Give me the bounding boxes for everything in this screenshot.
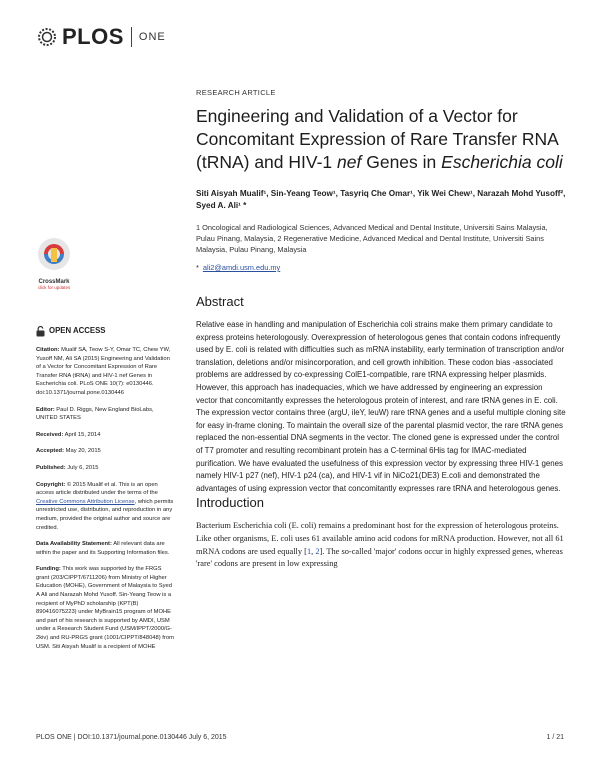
- abstract-text: Relative ease in handling and manipulation of Escherichia coli strains make them primary candidate to express proteins heterologously. Overexpression of heterologous genes that contain codons infrequently used by E. coli is related with difficulties such as mRNA instability, early termination of transcription and/or translation, deletions and/or misincorporation, and cell growth inhibition. These codon bias -associated problems are addressed by co-expressing ColE1-compatible, rare tRNA expressing helper plasmids. However, this approach has inadequacies, which we have addressed by engineering an expression vector that concomitantly expresses the heterologous protein of interest, and rare tRNA genes in E. coli. The expression vector contains three (argU, ileY, leuW) rare tRNA genes and a useful multiple cloning site for easy in-frame cloning. To maintain the overall size of the parental plasmid vector, the rare tRNA genes replaced the non-essential DNA segments in the vector. The cloned gene is expressed under the control of T7 promoter and resulting recombinant protein has a C-terminal 6His tag for IMAC-mediated purification. We have evaluated the usefulness of this expression vector by expressing three HIV-1 genes namely HIV-1 p27 (nef), HIV-1 p24 (ca), and HIV-1 vif in NiCo21(DE3) E.coli and demonstrated the advantages of using expression vector that concomitantly expresses rare tRNA and heterologous genes.: [196, 320, 566, 493]
- data-availability: Data Availability Statement: All relevant data are within the paper and its Supporting Information files.: [36, 541, 170, 556]
- journal-logo[interactable]: [36, 22, 166, 52]
- crossmark-sub: click for updates: [37, 285, 71, 290]
- page-footer: [36, 734, 564, 741]
- author-list: Siti Aisyah Mualif¹, Sin-Yeang Teow¹, Tasyriq Che Omar¹, Yik Wei Chew¹, Narazah Mohd Yusoff², Syed A. Ali¹ *: [196, 189, 566, 210]
- logo-journal: ONE: [138, 31, 166, 43]
- plos-logo-icon: [36, 26, 58, 48]
- reference-link-2[interactable]: 2: [315, 546, 320, 556]
- introduction-text: Bacterium Escherichia coli (E. coli) remains a predominant host for the expression of heterologous proteins. Like other organisms, E. coli uses 61 available amino acid codons for mRNA production. However, not all 61 mRNA codons are used equally [1, 2]. The so-called 'major' codons occur in highly expressed genes, whereas 'rare' codons are present in low expressing: [196, 521, 564, 569]
- citation: Citation: Mualif SA, Teow S-Y, Omar TC, Chew YW, Yusoff NM, Ali SA (2015) Engineering and Validation of a Vector for Concomitant Expression of Rare Transfer RNA (tRNA) and HIV-1 nef Genes in Escherichia coli. PLoS ONE 10(7): e0130446. doi:10.1371/journal.pone.0130446: [36, 347, 171, 396]
- article-title: Engineering and Validation of a Vector for Concomitant Expression of Rare Transfer RNA (tRNA) and HIV-1 nef Genes in Escherichia coli: [196, 106, 563, 172]
- footer-citation: PLOS ONE | DOI:10.1371/journal.pone.0130446 July 6, 2015: [36, 734, 227, 741]
- open-access-badge: [36, 326, 176, 337]
- copyright: Copyright: © 2015 Mualif et al. This is an open access article distributed under the terms of the Creative Commons Attribution License, which permits unrestricted use, distribution, and reproduction in any medium, provided the original author and source are credited.: [36, 481, 174, 531]
- published-date: Published: July 6, 2015: [36, 464, 99, 471]
- corresponding-author: * ali2@amdi.usm.edu.my: [196, 263, 281, 272]
- open-access-label: OPEN ACCESS: [49, 326, 106, 336]
- crossmark-icon: [36, 236, 72, 272]
- article-info-sidebar: [36, 326, 176, 659]
- introduction-heading: Introduction: [196, 495, 264, 511]
- editor: Editor: Paul D. Riggs, New England BioLabs, UNITED STATES: [36, 406, 154, 422]
- affiliations: 1 Oncological and Radiological Sciences, Advanced Medical and Dental Institute, Universiti Sains Malaysia, Pulau Pinang, Malaysia, 2 Regenerative Medicine, Advanced Medical and Dental Institute, Universiti Sains Malaysia, Pulau Pinang, Malaysia: [196, 223, 548, 254]
- funding: Funding: This work was supported by the FRGS grant (203/CIPPT/6711206) from Ministry of Higher Education (MOHE), Government of Malaysia to Syed A Ali and Narazah Mohd Yusoff. Sin-Yeang Teow is a recipient of MyPhD scholarship (KPT(B) 890416075223) under MyBrain15 program of MOHE and part of his research is supported by AMDI, USM under a Research Student Fund (USM/IPPT/2000/G-2kiv) and RU-PRGS grant (1001/CIPPT/848048) from USM. Siti Aisyah Mualif is a recipient of MOHE: [36, 566, 174, 650]
- crossmark-badge[interactable]: [32, 236, 76, 290]
- accepted-date: Accepted: May 20, 2015: [36, 448, 101, 455]
- abstract-heading: Abstract: [196, 294, 244, 309]
- article-main: [196, 88, 566, 571]
- reference-link-1[interactable]: 1: [306, 546, 312, 556]
- page-number: 1 / 21: [546, 734, 564, 741]
- email-link[interactable]: ali2@amdi.usm.edu.my: [202, 263, 281, 272]
- logo-brand: PLOS: [62, 24, 124, 49]
- license-link[interactable]: Creative Commons Attribution License: [36, 498, 135, 505]
- logo-divider: [131, 27, 132, 47]
- received-date: Received: April 15, 2014: [36, 431, 101, 438]
- article-type: RESEARCH ARTICLE: [196, 88, 276, 97]
- crossmark-label: CrossMark: [38, 279, 70, 285]
- open-lock-icon: [36, 326, 45, 337]
